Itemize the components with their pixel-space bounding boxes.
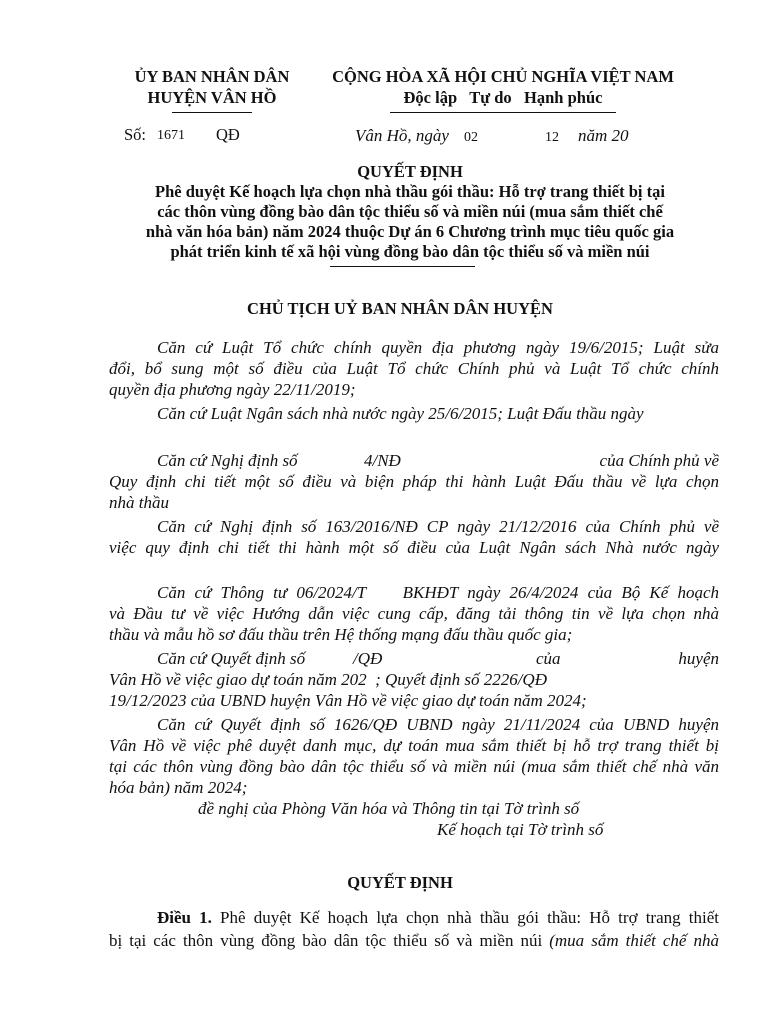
article-1	[109, 906, 719, 952]
basis-7-line-1: Căn cứ Quyết định số 1626/QĐ UBND ngày 21/11/2024 của UBND huyện	[157, 715, 719, 734]
basis-paragraph-5	[109, 582, 719, 645]
issuing-agency	[112, 67, 312, 108]
motto-underline	[390, 112, 616, 113]
basis-4-line-1: Căn cứ Nghị định số 163/2016/NĐ CP ngày 21/12/2016 của Chính phủ về	[157, 517, 719, 536]
basis-paragraph-1	[109, 337, 719, 400]
basis-6-part-c: của	[536, 649, 561, 668]
decision-subject	[100, 182, 720, 262]
article-1-line-2-italic: (mua sắm thiết chế nhà	[549, 931, 719, 950]
decision-heading: QUYẾT ĐỊNH	[347, 873, 453, 892]
basis-paragraph-7	[109, 714, 719, 798]
title-divider	[330, 266, 475, 267]
date-month: 12	[545, 130, 559, 145]
agency-line-2: HUYỆN VÂN HỒ	[147, 88, 277, 107]
authority-heading: CHỦ TỊCH UỶ BAN NHÂN DÂN HUYỆN	[247, 299, 553, 318]
basis-paragraph-2: Căn cứ Luật Ngân sách nhà nước ngày 25/6/2015; Luật Đấu thầu ngày	[157, 404, 644, 423]
subject-line-1: Phê duyệt Kế hoạch lựa chọn nhà thầu gói thầu: Hỗ trợ trang thiết bị tại	[155, 182, 665, 201]
basis-7-line-4: hóa bản) năm 2024;	[109, 778, 248, 797]
basis-6-line-3: 19/12/2023 của UBND huyện Vân Hồ về việc giao dự toán năm 2024;	[109, 691, 587, 710]
national-title-line-1: CỘNG HÒA XÃ HỘI CHỦ NGHĨA VIỆT NAM	[332, 67, 674, 86]
doc-number-suffix: QĐ	[216, 125, 240, 144]
date-year: năm 20	[578, 126, 629, 145]
basis-4-line-2: việc quy định chi tiết thi hành một số điều của Luật Ngân sách Nhà nước ngày	[109, 538, 719, 557]
basis-5-line-1: Căn cứ Thông tư 06/2024/T BKHĐT ngày 26/4/2024 của Bộ Kế hoạch	[157, 583, 719, 602]
basis-8-line-2: Kế hoạch tại Tờ trình số	[437, 820, 604, 839]
agency-line-1: ỦY BAN NHÂN DÂN	[134, 67, 290, 86]
basis-paragraph-3	[109, 450, 719, 513]
agency-underline	[172, 112, 252, 113]
decision-title: QUYẾT ĐỊNH	[357, 162, 463, 181]
basis-3-part-a: Căn cứ Nghị định số	[157, 451, 298, 470]
basis-3-line-3: nhà thầu	[109, 493, 169, 512]
basis-5-line-3: thầu và mẫu hồ sơ đấu thầu trên Hệ thống mạng đấu thầu quốc gia;	[109, 625, 573, 644]
doc-number-label: Số:	[124, 125, 147, 144]
basis-5-line-2: và Đầu tư về việc Hướng dẫn việc cung cấp, đăng tải thông tin về lựa chọn nhà	[109, 604, 719, 623]
subject-line-4: phát triển kinh tế xã hội vùng đồng bào dân tộc thiểu số và miền núi	[170, 242, 650, 261]
basis-paragraph-6	[109, 648, 719, 711]
basis-8-line-1: đề nghị của Phòng Văn hóa và Thông tin tại Tờ trình số	[198, 799, 580, 818]
basis-3-part-c: của Chính phủ về	[599, 451, 719, 470]
article-1-text: Phê duyệt Kế hoạch lựa chọn nhà thầu gói thầu: Hỗ trợ trang thiết	[211, 908, 719, 927]
basis-1-line-3: quyền địa phương ngày 22/11/2019;	[109, 380, 356, 399]
national-title	[322, 67, 684, 108]
doc-number-value: 1671	[157, 128, 185, 143]
basis-1-line-2: đổi, bổ sung một số điều của Luật Tổ chức Chính phủ và Luật Tổ chức chính	[109, 359, 719, 378]
basis-6-part-a: Căn cứ Quyết định số	[157, 649, 306, 668]
basis-1-line-1: Căn cứ Luật Tổ chức chính quyền địa phương ngày 19/6/2015; Luật sửa	[157, 338, 719, 357]
article-1-line-1	[109, 906, 719, 929]
subject-line-2: các thôn vùng đồng bào dân tộc thiểu số và miền núi (mua sắm thiết chế	[157, 202, 663, 221]
basis-3-part-b: 4/NĐ	[364, 451, 401, 470]
basis-7-line-2: Vân Hồ về việc phê duyệt danh mục, dự toán mua sắm thiết bị hỗ trợ trang thiết bị	[109, 736, 719, 755]
basis-6-part-d: huyện	[678, 649, 719, 668]
subject-line-3: nhà văn hóa bản) năm 2024 thuộc Dự án 6 Chương trình mục tiêu quốc gia	[145, 222, 675, 241]
article-1-label: Điều 1.	[157, 908, 212, 927]
place-date-label: Vân Hồ, ngày	[355, 126, 449, 145]
basis-6-line-2: Vân Hồ về việc giao dự toán năm 202 ; Quyết định số 2226/QĐ	[109, 670, 547, 689]
basis-7-line-3: tại các thôn vùng đồng bào dân tộc thiểu số và miền núi (mua sắm thiết chế nhà văn	[109, 757, 719, 776]
basis-6-part-b: /QĐ	[353, 649, 383, 668]
article-1-line-2-text: bị tại các thôn vùng đồng bào dân tộc thiểu số và miền núi	[109, 931, 550, 950]
basis-paragraph-4	[109, 516, 719, 558]
basis-3-line-2: Quy định chi tiết một số điều và biện pháp thi hành Luật Đấu thầu về lựa chọn	[109, 472, 719, 491]
national-motto: Độc lập Tự do Hạnh phúc	[403, 88, 603, 107]
article-1-line-2	[109, 929, 719, 952]
date-day: 02	[464, 130, 478, 145]
